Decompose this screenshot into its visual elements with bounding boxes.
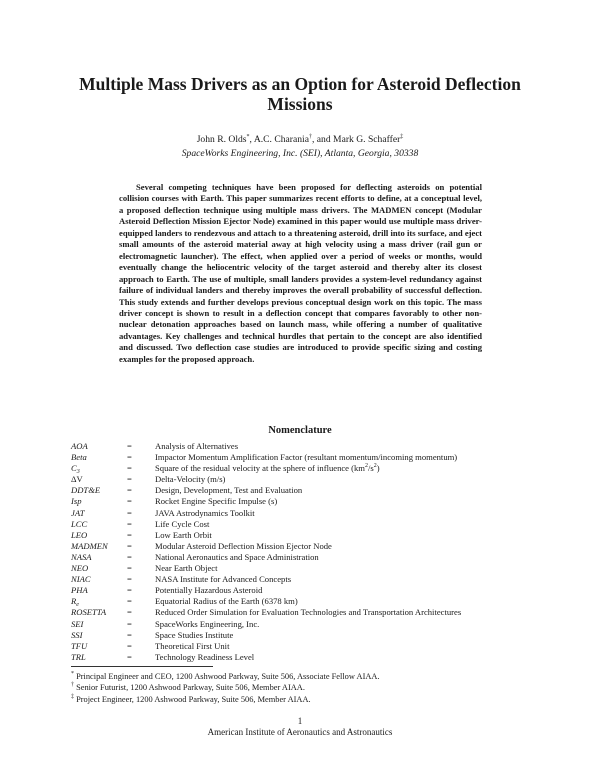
footnote-text: Senior Futurist, 1200 Ashwood Parkway, Suite 506, Member AIAA. xyxy=(76,683,305,693)
nomenclature-definition: Potentially Hazardous Asteroid xyxy=(155,585,263,596)
abstract: Several competing techniques have been proposed for deflecting asteroids on potential collision courses with Earth. This paper summarizes recent efforts to define, at a conceptual level, a proposed deflection technique using multiple mass drivers. The MADMEN concept (Modular Asteroid Deflection Mission Ejector Node) examined in this paper would use multiple mass driver-equipped landers to rendezvous and attach to a threatening asteroid, drill into its surface, and eject small amounts of the asteroid material away at high velocity using a mass driver (rail gun or electromagnetic launcher). The effect, when applied over a period of weeks or months, would eventually change the heliocentric velocity of the target asteroid and thereby alter its closest approach to Earth. The use of multiple, small landers provides a system-level redundancy against failure of individual landers and thereby improves the overall probability of successful deflection. This study extends and further develops previous conceptual design work on this topic. The mass driver concept is shown to result in a deflection concept that compares favorably to other non-nuclear detonation approaches based on launch mass, while offering a number of qualitative advantages. Key challenges and technical hurdles that pertain to the concept are also identified and discussed. Two deflection case studies are introduced to provide specific sizing and costing examples for the proposed approach. xyxy=(119,182,482,364)
nomenclature-row xyxy=(71,541,551,552)
nomenclature-definition: Impactor Momentum Amplification Factor (resultant momentum/incoming momentum) xyxy=(155,452,458,463)
page-number: 1 xyxy=(297,716,303,726)
nomenclature-definition: SpaceWorks Engineering, Inc. xyxy=(155,618,260,629)
nomenclature-definition: Design, Development, Test and Evaluation xyxy=(155,485,303,496)
footnote-mark: ‡ xyxy=(71,693,74,700)
author-footnote-mark: ‡ xyxy=(400,134,404,140)
nomenclature-definition: Analysis of Alternatives xyxy=(155,441,239,451)
nomenclature-definition: Technology Readiness Level xyxy=(155,651,255,662)
nomenclature-term xyxy=(71,596,127,607)
term-subscript: 3 xyxy=(76,469,80,476)
author-separator: , and xyxy=(311,134,334,145)
nomenclature-term: NIAC xyxy=(71,574,91,585)
nomenclature-heading: Nomenclature xyxy=(268,425,332,436)
equals-sign: = xyxy=(127,563,132,574)
nomenclature-row xyxy=(71,452,551,463)
nomenclature-definition: National Aeronautics and Space Administration xyxy=(155,551,319,562)
nomenclature-row xyxy=(71,619,551,630)
nomenclature-term: Isp xyxy=(71,496,82,507)
nomenclature-term: LEO xyxy=(71,529,88,540)
nomenclature-definition: JAVA Astrodynamics Toolkit xyxy=(155,507,255,518)
footnote xyxy=(71,682,541,693)
equals-sign: = xyxy=(127,607,132,618)
nomenclature-term: LCC xyxy=(71,518,88,529)
nomenclature-definition xyxy=(155,463,551,474)
nomenclature-definition: Near Earth Object xyxy=(155,563,218,574)
nomenclature-definition: Rocket Engine Specific Impulse (s) xyxy=(155,496,278,507)
definition-text: Square of the residual velocity at the sphere of influence (km xyxy=(155,463,365,474)
equals-sign: = xyxy=(127,485,132,496)
nomenclature-term: MADMEN xyxy=(71,540,108,551)
nomenclature-row xyxy=(71,441,551,452)
term-subscript: e xyxy=(76,602,79,609)
superscript-exponent: 2 xyxy=(373,463,377,470)
footnote-divider xyxy=(71,666,213,667)
nomenclature-definition: Low Earth Orbit xyxy=(155,529,212,540)
nomenclature-term: JAT xyxy=(71,507,85,518)
nomenclature-row xyxy=(71,496,551,507)
equals-sign: = xyxy=(127,640,132,651)
nomenclature-row xyxy=(71,463,551,474)
equals-sign: = xyxy=(127,507,132,518)
equals-sign: = xyxy=(127,496,132,507)
author-footnote-mark: † xyxy=(308,134,312,140)
nomenclature-term: Beta xyxy=(71,452,87,463)
author-footnote-mark: * xyxy=(246,134,250,140)
nomenclature-row xyxy=(71,563,551,574)
nomenclature-row xyxy=(71,630,551,641)
equals-sign: = xyxy=(127,463,132,474)
nomenclature-row xyxy=(71,474,551,485)
affiliation: SpaceWorks Engineering, Inc. (SEI), Atlanta, Georgia, 30338 xyxy=(181,148,419,159)
footnote xyxy=(71,694,541,705)
organization-footer: American Institute of Aeronautics and Astronautics xyxy=(207,727,393,737)
nomenclature-term: AOA xyxy=(71,441,88,451)
author-name: John R. Olds xyxy=(196,134,247,145)
definition-text: ) xyxy=(376,463,380,474)
footnote-mark: * xyxy=(71,671,74,677)
nomenclature-term xyxy=(71,463,127,474)
nomenclature-term: SEI xyxy=(71,618,84,629)
equals-sign: = xyxy=(127,540,132,551)
footnote-text: Principal Engineer and CEO, 1200 Ashwood Parkway, Suite 506, Associate Fellow AIAA. xyxy=(76,672,380,681)
footnote xyxy=(71,671,541,682)
nomenclature-definition: NASA Institute for Advanced Concepts xyxy=(155,574,292,585)
nomenclature-row xyxy=(71,519,551,530)
author-separator: , xyxy=(249,134,254,145)
nomenclature-row xyxy=(71,585,551,596)
paper-title: Multiple Mass Drivers as an Option for Asteroid Deflection Missions xyxy=(79,74,521,114)
author-name: A.C. Charania xyxy=(253,134,309,145)
equals-sign: = xyxy=(127,629,132,640)
nomenclature-term: SSI xyxy=(71,629,83,640)
author-name: Mark G. Schaffer xyxy=(333,134,401,145)
nomenclature-row xyxy=(71,641,551,652)
equals-sign: = xyxy=(127,518,132,529)
nomenclature-term: ΔV xyxy=(71,474,83,485)
nomenclature-term: DDT&E xyxy=(71,485,101,496)
equals-sign: = xyxy=(127,529,132,540)
nomenclature-row xyxy=(71,552,551,563)
nomenclature-row xyxy=(71,607,551,618)
superscript-exponent: 2 xyxy=(365,463,368,470)
footnote-mark: † xyxy=(71,682,74,689)
nomenclature-definition: Life Cycle Cost xyxy=(155,518,210,529)
nomenclature-row xyxy=(71,530,551,541)
nomenclature-row xyxy=(71,485,551,496)
equals-sign: = xyxy=(127,651,132,662)
nomenclature-term: TRL xyxy=(71,651,86,662)
nomenclature-definition: Equatorial Radius of the Earth (6378 km) xyxy=(155,596,298,607)
equals-sign: = xyxy=(127,596,132,607)
nomenclature-definition: Space Studies Institute xyxy=(155,629,234,640)
nomenclature-definition: Modular Asteroid Deflection Mission Ejector Node xyxy=(155,540,332,551)
nomenclature-term: TFU xyxy=(71,640,88,651)
nomenclature-row xyxy=(71,596,551,607)
nomenclature-term: PHA xyxy=(71,585,88,596)
equals-sign: = xyxy=(127,585,132,596)
definition-text: /s xyxy=(368,463,374,474)
nomenclature-row xyxy=(71,574,551,585)
nomenclature-term: NEO xyxy=(71,563,89,574)
nomenclature-row xyxy=(71,508,551,519)
nomenclature-row xyxy=(71,652,551,663)
equals-sign: = xyxy=(127,551,132,562)
nomenclature-definition: Delta-Velocity (m/s) xyxy=(155,474,226,485)
footnote-text: Project Engineer, 1200 Ashwood Parkway, Suite 506, Member AIAA. xyxy=(76,694,311,704)
term-base: C xyxy=(71,463,77,474)
term-base: R xyxy=(71,596,77,607)
nomenclature-definition: Theoretical First Unit xyxy=(155,640,230,651)
equals-sign: = xyxy=(127,574,132,585)
nomenclature-term: NASA xyxy=(71,551,92,562)
footnotes xyxy=(71,671,541,705)
nomenclature-definition: Reduced Order Simulation for Evaluation Technologies and Transportation Architectures xyxy=(155,607,462,618)
author-line xyxy=(60,134,540,146)
nomenclature-term: ROSETTA xyxy=(71,607,107,618)
nomenclature-list xyxy=(71,441,551,663)
equals-sign: = xyxy=(127,618,132,629)
equals-sign: = xyxy=(127,441,132,451)
equals-sign: = xyxy=(127,474,132,485)
equals-sign: = xyxy=(127,452,132,463)
